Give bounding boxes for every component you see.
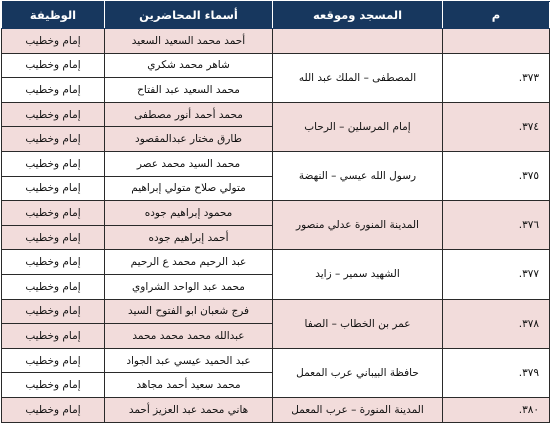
table-row — [2, 201, 550, 226]
job-title: إمام وخطيب — [2, 102, 105, 127]
lecturer-name: متولي صلاح متولي إبراهيم — [105, 176, 273, 201]
mosque-cell: المدينة المنورة – عرب المعمل — [273, 397, 443, 422]
table-row — [2, 151, 550, 176]
header-row — [2, 2, 550, 29]
row-number — [443, 29, 550, 54]
header-num: م — [443, 2, 550, 29]
table-row — [2, 53, 550, 78]
table-row — [2, 397, 550, 422]
lecturer-name: محمد عبد الواحد الشراوي — [105, 274, 273, 299]
job-title: إمام وخطيب — [2, 348, 105, 373]
lecturer-name: فرج شعبان ابو الفتوح السيد — [105, 299, 273, 324]
header-job: الوظيفة — [2, 2, 105, 29]
row-number: ٣٧٩. — [443, 348, 550, 397]
job-title: إمام وخطيب — [2, 225, 105, 250]
job-title: إمام وخطيب — [2, 299, 105, 324]
table-row — [2, 348, 550, 373]
job-title: إمام وخطيب — [2, 176, 105, 201]
lecturer-name: محمد أحمد أنور مصطفى — [105, 102, 273, 127]
mosque-cell — [273, 29, 443, 54]
job-title: إمام وخطيب — [2, 127, 105, 152]
job-title: إمام وخطيب — [2, 397, 105, 422]
job-title: إمام وخطيب — [2, 78, 105, 103]
mosque-cell: المدينة المنورة عدلي منصور — [273, 201, 443, 250]
mosque-cell: حافظة البيباني عرب المعمل — [273, 348, 443, 397]
header-mosque: المسجد وموقعه — [273, 2, 443, 29]
mosque-cell: عمر بن الخطاب – الصفا — [273, 299, 443, 348]
row-number: ٣٧٨. — [443, 299, 550, 348]
row-number: ٣٧٥. — [443, 151, 550, 200]
lecturer-name: هاني محمد عبد العزيز أحمد — [105, 397, 273, 422]
table-row — [2, 299, 550, 324]
row-number: ٣٧٧. — [443, 250, 550, 299]
lecturer-name: عبدالله محمد محمد محمد — [105, 324, 273, 349]
lecturer-name: محمد السيد محمد عصر — [105, 151, 273, 176]
row-number: ٣٧٦. — [443, 201, 550, 250]
job-title: إمام وخطيب — [2, 274, 105, 299]
lecturer-name: عبد الرحيم محمد ع الرحيم — [105, 250, 273, 275]
table-row — [2, 250, 550, 275]
lecturer-name: شاهر محمد شكري — [105, 53, 273, 78]
lecturer-name: محمد السعيد عبد الفتاح — [105, 78, 273, 103]
job-title: إمام وخطيب — [2, 29, 105, 54]
lecturers-table — [1, 1, 550, 423]
mosque-cell: المصطفى – الملك عبد الله — [273, 53, 443, 102]
header-names: أسماء المحاضرين — [105, 2, 273, 29]
job-title: إمام وخطيب — [2, 201, 105, 226]
lecturer-name: أحمد إبراهيم جوده — [105, 225, 273, 250]
table-row — [2, 102, 550, 127]
mosque-cell: رسول الله عيسي – النهضة — [273, 151, 443, 200]
row-number: ٣٧٣. — [443, 53, 550, 102]
row-number: ٣٨٠. — [443, 397, 550, 422]
job-title: إمام وخطيب — [2, 250, 105, 275]
job-title: إمام وخطيب — [2, 324, 105, 349]
mosque-cell: إمام المرسلين – الرحاب — [273, 102, 443, 151]
job-title: إمام وخطيب — [2, 151, 105, 176]
lecturer-name: محمود إبراهيم جوده — [105, 201, 273, 226]
lecturer-name: طارق مختار عبدالمقصود — [105, 127, 273, 152]
job-title: إمام وخطيب — [2, 373, 105, 398]
row-number: ٣٧٤. — [443, 102, 550, 151]
lecturer-name: أحمد محمد السعيد السعيد — [105, 29, 273, 54]
lecturer-name: عبد الحميد عيسي عبد الجواد — [105, 348, 273, 373]
mosque-cell: الشهيد سمير – زايد — [273, 250, 443, 299]
table-row — [2, 29, 550, 54]
job-title: إمام وخطيب — [2, 53, 105, 78]
lecturer-name: محمد سعيد أحمد مجاهد — [105, 373, 273, 398]
